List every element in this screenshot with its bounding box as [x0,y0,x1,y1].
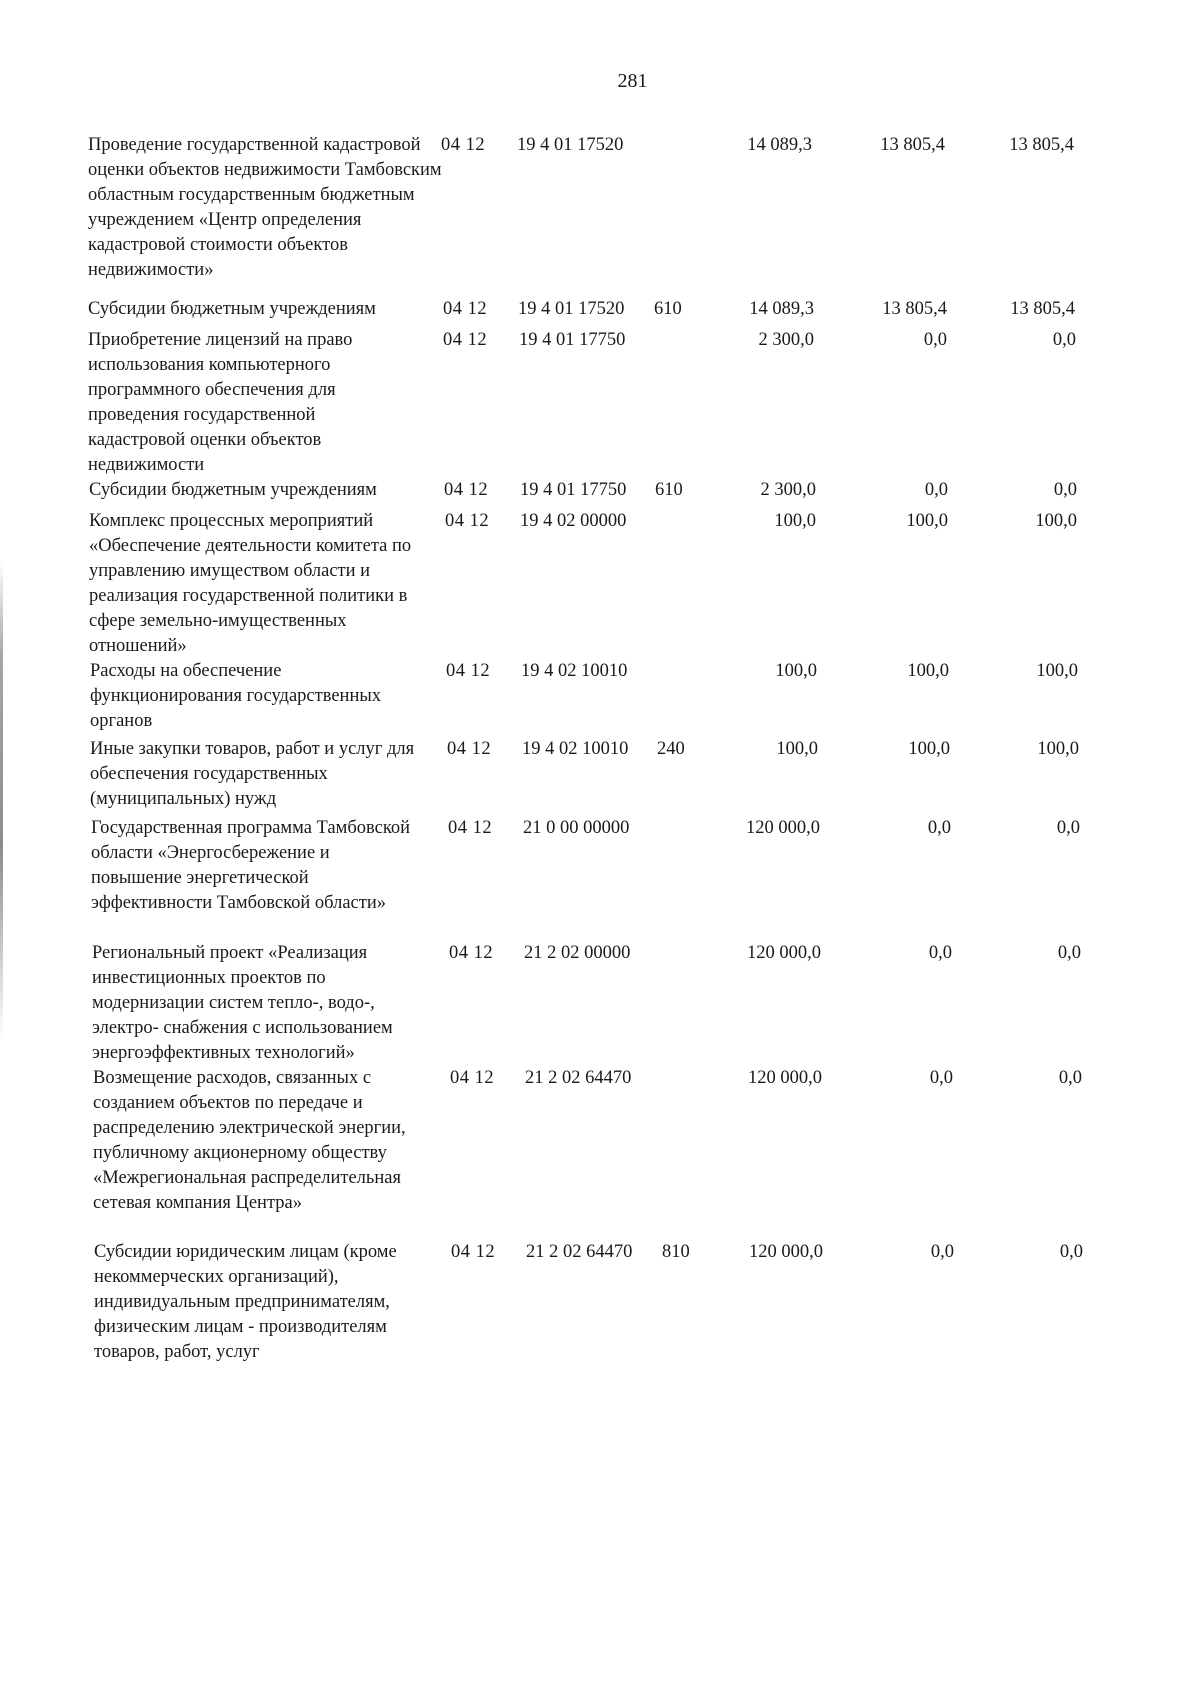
row-name: Комплекс процессных мероприятий «Обеспечение деятельности комитета по управлению имуществом области и реализация государственной политики в сфере земельно-имущественных отношений» [89,511,412,656]
row-name: Возмещение расходов, связанных с созданием объектов по передаче и распределению электрической энергии, публичному акционерному обществу «Межрегиональная распределительная сетевая компания Центра» [93,1068,406,1213]
table-row [0,1240,1200,1390]
row-name: Региональный проект «Реализация инвестиционных проектов по модернизации систем тепло-, водо-, электро- снабжения с использованием энергоэффективных технологий» [92,943,393,1063]
row-amount-3: 13 805,4 [1009,135,1074,155]
row-amount-3: 0,0 [1056,818,1080,838]
row-section: 04 12 [444,480,489,500]
row-amount-2: 100,0 [907,661,949,681]
table-row [0,297,1200,328]
row-amount-1: 100,0 [774,511,816,531]
row-amount-3: 100,0 [1037,739,1079,759]
row-target: 19 4 01 17520 [518,299,625,319]
table-row [0,509,1200,659]
row-amount-2: 13 805,4 [880,135,945,155]
row-target: 19 4 02 10010 [522,739,629,759]
row-amount-1: 2 300,0 [760,480,816,500]
row-amount-1: 120 000,0 [749,1242,823,1262]
row-name: Субсидии юридическим лицам (кроме некоммерческих организаций), индивидуальным предпринимателям, физическим лицам - производителям товаров, работ, услуг [94,1242,397,1362]
row-amount-2: 100,0 [906,511,948,531]
row-amount-1: 14 089,3 [747,135,812,155]
row-section: 04 12 [450,1068,495,1088]
row-expense-type: 610 [655,480,683,500]
table-row [0,941,1200,1066]
row-section: 04 12 [448,818,493,838]
table-row [0,133,1200,297]
row-amount-2: 0,0 [924,480,948,500]
table-row [0,478,1200,509]
table-row [0,328,1200,478]
row-amount-3: 0,0 [1052,330,1076,350]
row-target: 21 2 02 00000 [524,943,631,963]
row-amount-3: 0,0 [1058,1068,1082,1088]
table-row [0,1066,1200,1240]
row-amount-1: 14 089,3 [749,299,814,319]
row-amount-3: 100,0 [1035,511,1077,531]
row-section: 04 12 [449,943,494,963]
row-section: 04 12 [447,739,492,759]
row-name: Проведение государственной кадастровой оценки объектов недвижимости Тамбовским областным государственным бюджетным учреждением «Центр определения кадастровой стоимости объектов недвижимости» [88,135,442,280]
row-section: 04 12 [446,661,491,681]
table-row [0,816,1200,941]
row-target: 19 4 01 17750 [520,480,627,500]
page-number: 281 [617,70,648,92]
row-amount-2: 0,0 [928,943,952,963]
row-target: 21 2 02 64470 [526,1242,633,1262]
row-section: 04 12 [451,1242,496,1262]
table-row [0,659,1200,737]
row-section: 04 12 [443,299,488,319]
row-amount-1: 100,0 [775,661,817,681]
row-name: Субсидии бюджетным учреждениям [89,480,377,500]
row-target: 19 4 01 17750 [519,330,626,350]
row-target: 19 4 02 00000 [520,511,627,531]
row-name: Государственная программа Тамбовской области «Энергосбережение и повышение энергетической эффективности Тамбовской области» [91,818,411,913]
row-expense-type: 810 [662,1242,690,1262]
row-name: Приобретение лицензий на право использования компьютерного программного обеспечения для проведения государственной кадастровой оценки объектов недвижимости [88,330,353,475]
row-name: Расходы на обеспечение функционирования государственных органов [90,661,382,731]
row-amount-3: 0,0 [1059,1242,1083,1262]
row-name: Иные закупки товаров, работ и услуг для обеспечения государственных (муниципальных) нужд [90,739,415,809]
row-amount-1: 100,0 [776,739,818,759]
row-amount-1: 2 300,0 [758,330,814,350]
row-expense-type: 240 [657,739,685,759]
row-amount-2: 0,0 [929,1068,953,1088]
row-amount-1: 120 000,0 [746,818,820,838]
row-section: 04 12 [445,511,490,531]
row-amount-3: 0,0 [1053,480,1077,500]
row-section: 04 12 [441,135,486,155]
row-amount-2: 100,0 [908,739,950,759]
row-amount-3: 100,0 [1036,661,1078,681]
row-expense-type: 610 [654,299,682,319]
row-target: 21 2 02 64470 [525,1068,632,1088]
row-amount-2: 13 805,4 [882,299,947,319]
row-target: 19 4 02 10010 [521,661,628,681]
row-amount-3: 13 805,4 [1010,299,1075,319]
budget-table [0,133,1200,1390]
row-amount-1: 120 000,0 [748,1068,822,1088]
table-row [0,737,1200,816]
row-amount-2: 0,0 [923,330,947,350]
row-amount-2: 0,0 [927,818,951,838]
row-amount-3: 0,0 [1057,943,1081,963]
row-amount-2: 0,0 [930,1242,954,1262]
row-target: 19 4 01 17520 [517,135,624,155]
row-name: Субсидии бюджетным учреждениям [88,299,376,319]
row-section: 04 12 [443,330,488,350]
row-target: 21 0 00 00000 [523,818,630,838]
row-amount-1: 120 000,0 [747,943,821,963]
